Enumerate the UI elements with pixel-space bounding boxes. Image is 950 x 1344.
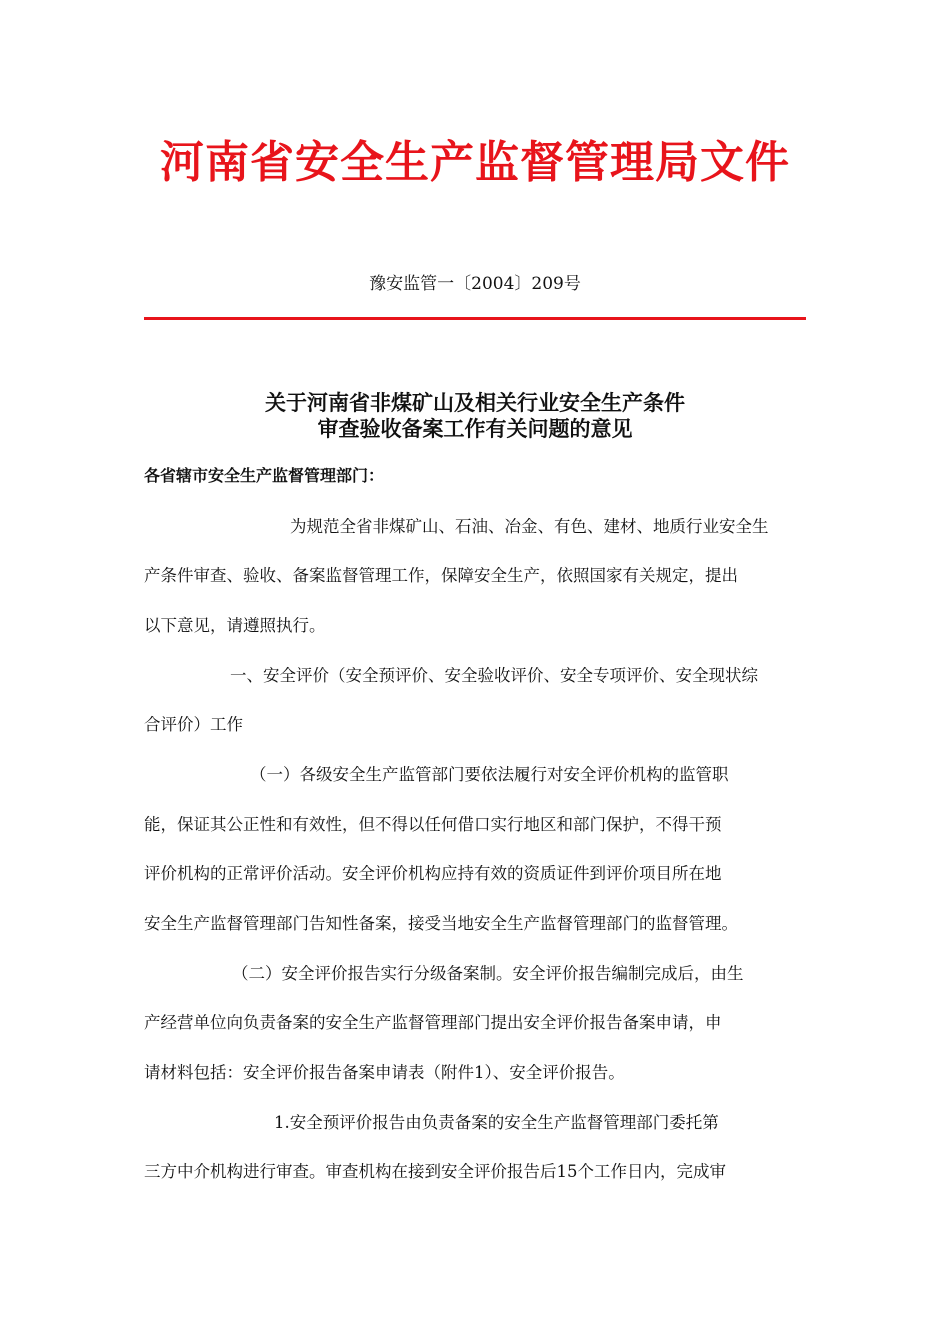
addressee: 各省辖市安全生产监督管理部门： xyxy=(144,466,385,485)
document-title-line-1: 关于河南省非煤矿山及相关行业安全生产条件 xyxy=(265,391,685,415)
body-line: 产经营单位向负责备案的安全生产监督管理部门提出安全评价报告备案申请，申 xyxy=(144,1013,722,1032)
body-line: 安全生产监督管理部门告知性备案，接受当地安全生产监督管理部门的监督管理。 xyxy=(144,914,738,933)
document-title-line-2: 审查验收备案工作有关问题的意见 xyxy=(317,417,633,441)
document-number: 豫安监管一〔2004〕209号 xyxy=(369,274,581,294)
body-line: 为规范全省非煤矿山、石油、冶金、有色、建材、地质行业安全生 xyxy=(290,517,769,536)
body-line: 产条件审查、验收、备案监督管理工作，保障安全生产，依照国家有关规定，提出 xyxy=(144,566,738,585)
body-line: 请材料包括：安全评价报告备案申请表（附件1）、安全评价报告。 xyxy=(144,1063,625,1082)
document-title xyxy=(0,390,950,442)
body-line: 以下意见，请遵照执行。 xyxy=(144,616,326,635)
body-line: 三方中介机构进行审查。审查机构在接到安全评价报告后15个工作日内，完成审 xyxy=(144,1162,726,1181)
body-line: 能，保证其公正性和有效性，但不得以任何借口实行地区和部门保护，不得干预 xyxy=(144,815,722,834)
body-line: 1.安全预评价报告由负责备案的安全生产监督管理部门委托第 xyxy=(274,1113,719,1132)
body-line: 评价机构的正常评价活动。安全评价机构应持有效的资质证件到评价项目所在地 xyxy=(144,864,722,883)
section-heading: 一、安全评价（安全预评价、安全验收评价、安全专项评价、安全现状综 xyxy=(230,666,758,685)
body-line: （二）安全评价报告实行分级备案制。安全评价报告编制完成后，由生 xyxy=(232,964,744,983)
body-line: （一）各级安全生产监管部门要依法履行对安全评价机构的监管职 xyxy=(250,765,729,784)
document-header-title: 河南省安全生产监督管理局文件 xyxy=(160,137,790,188)
red-divider-line xyxy=(144,317,806,320)
body-line: 合评价）工作 xyxy=(144,715,243,734)
